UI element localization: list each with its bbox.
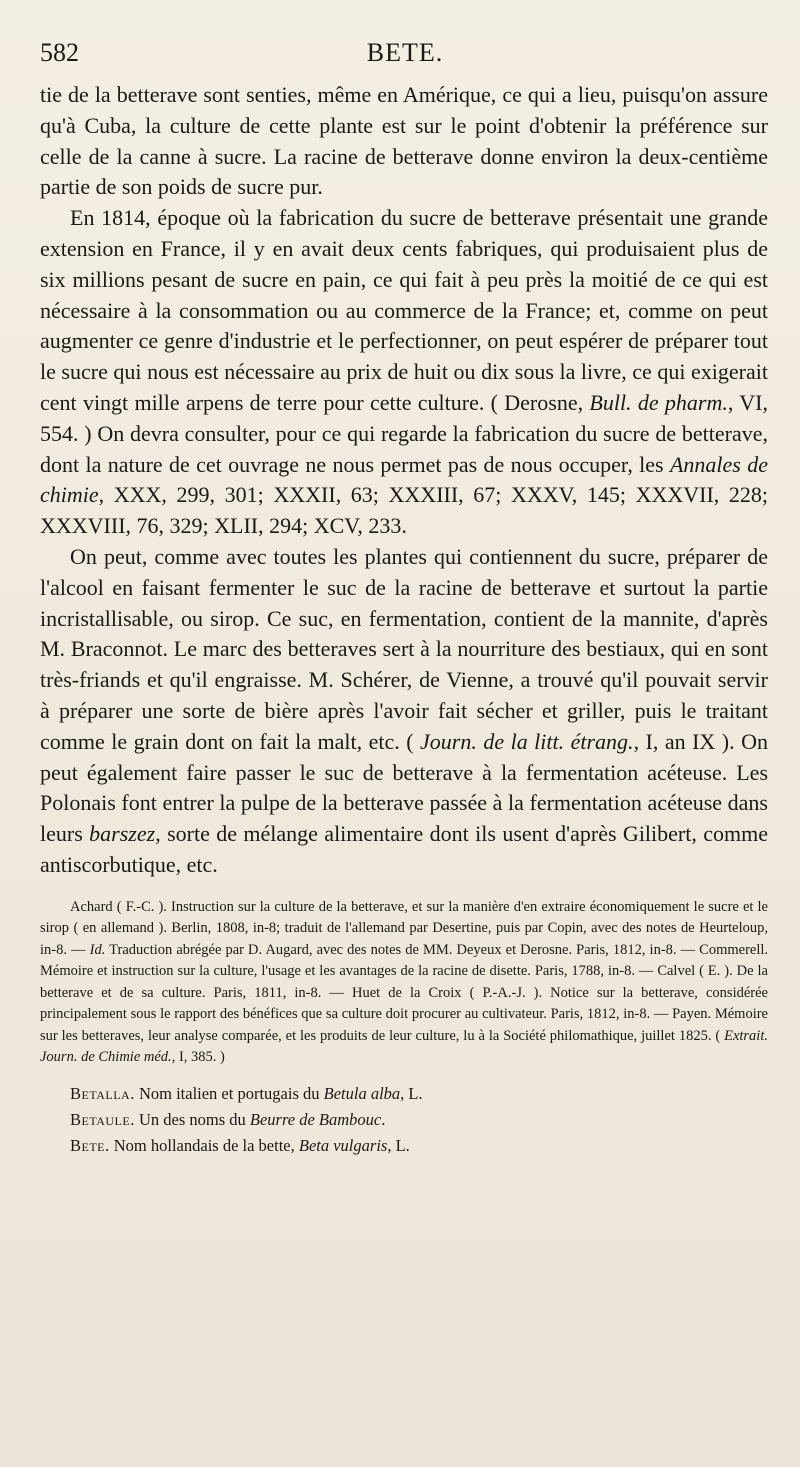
italic-term: barszez: [89, 821, 156, 847]
entry-term: Betaule.: [70, 1109, 135, 1129]
text-span: , L.: [387, 1135, 410, 1155]
text-span: , L.: [400, 1083, 423, 1103]
page-body: [40, 80, 768, 1159]
text-span: On peut, comme avec toutes les plantes qui contiennent du sucre, préparer de l'alcool en faisant fermenter le suc de la racine de betterave et surtout la partie incristallisable, ou sirop. Ce suc, en fermentation, contient de la mannite, d'après M. Braconnot. Le marc des betteraves sert à la nourriture des bestiaux, qui en sont très-friands et qu'il engraisse. M. Schérer, de Vienne, a trouvé qu'il pouvait servir à préparer une sorte de bière après l'avoir fait sécher et griller, puis le traitant comme le grain dont on fait la malt, etc. (: [40, 543, 768, 754]
text-span: En 1814, époque où la fabrication du sucre de betterave présentait une grande extension en France, il y en avait deux cents fabriques, qui produisaient plus de six millions pesant de sucre en pain, ce qui fait à peu près la moitié de ce qui est nécessaire à la consommation ou au commerce de la France; et, comme on peut augmenter ce genre d'industrie et le perfectionner, on peut espérer de préparer tout le sucre qui nous est nécessaire au prix de huit ou dix sous la livre, ce qui exigerait cent vingt mille arpens de terre pour cette culture. ( Derosne,: [40, 205, 768, 415]
glossary-entry: [40, 1081, 768, 1107]
text-span: Nom hollandais de la bette,: [109, 1135, 299, 1155]
paragraph-continuation: [40, 80, 768, 203]
citation-title: Annales de chimie: [40, 451, 768, 508]
text-span: , XXX, 299, 301; XXXII, 63; XXXIII, 67; XXXV, 145; XXXVII, 228; XXXVIII, 76, 329; XLII, 294; XCV, 233.: [40, 482, 768, 539]
species-name: Beurre de Bambouc: [249, 1109, 382, 1129]
running-title: BETE.: [366, 38, 444, 67]
entry-term: Bete.: [70, 1135, 110, 1155]
text-span: tie de la betterave sont senties, même en Amérique, ce qui a lieu, puisqu'on assure qu'à Cuba, la culture de cette plante est sur le point d'obtenir la préférence sur celle de la canne à sucre. La racine de betterave donne environ la deux-centième partie de son poids de sucre pur.: [40, 82, 768, 200]
text-span: Un des noms du: [134, 1109, 250, 1129]
text-span: , I, 385. ): [171, 1049, 225, 1066]
text-span: Achard ( F.-C. ). Instruction sur la culture de la betterave, et sur la manière d'en extraire économiquement le sucre et le sirop ( en allemand ). Berlin, 1808, in-8; traduit de l'allemand par Desertine, puis par Copin, avec des notes de Heurteloup, in-8. —: [40, 898, 768, 958]
text-span: , sorte de mélange alimentaire dont ils usent d'après Gilibert, comme antiscorbutique, etc.: [40, 821, 769, 877]
citation-title: Bull. de pharm.: [589, 389, 728, 415]
bibliography-paragraph: [40, 897, 768, 1069]
page-number: 582: [40, 38, 79, 67]
bibliography: [40, 897, 768, 1069]
citation-title: Journ. de la litt. étrang.: [420, 728, 634, 754]
species-name: Betula alba: [323, 1083, 401, 1103]
text-span: .: [381, 1109, 386, 1129]
text-span: , VI, 554. ) On devra consulter, pour ce qui regarde la fabrication du sucre de betterave, dont la nature de cet ouvrage ne nous permet pas de nous occuper, les: [40, 389, 768, 477]
glossary-entry: [40, 1133, 768, 1159]
glossary-entry: [40, 1107, 768, 1133]
text-span: Traduction abrégée par D. Augard, avec des notes de MM. Deyeux et Derosne. Paris, 1812, in-8. — Commerell. Mémoire et instruction sur la culture, l'usage et les avantages de la racine de disette. Paris, 1788, in-8. — Calvel ( E. ). De la betterave et de sa culture. Paris, 1811, in-8. — Huet de la Croix ( P.-A.-J. ). Notice sur la betterave, considérée principalement sous le rapport des bénéfices que sa culture doit procurer au cultivateur. Paris, 1812, in-8. — Payen. Mémoire sur les betteraves, leur analyse comparée, et les produits de leur culture, lu à la Société philomathique, juillet 1825. (: [40, 941, 769, 1044]
text-span: Nom italien et portugais du: [134, 1083, 324, 1103]
citation-title: Extrait. Journ. de Chimie méd.: [40, 1027, 768, 1066]
entry-term: Betalla.: [70, 1083, 135, 1103]
page-header: [40, 38, 770, 78]
paragraph-sugar-production: [40, 203, 768, 542]
text-span: , I, an IX ). On peut également faire passer le suc de betterave à la fermentation acéteuse. Les Polonais font entrer la pulpe de la betterave passée à la fermentation acéteuse dans leurs: [40, 728, 768, 847]
citation-title: Id.: [89, 941, 106, 958]
species-name: Beta vulgaris: [298, 1135, 388, 1155]
glossary-entries: [40, 1081, 768, 1159]
paragraph-fermentation: [40, 542, 768, 881]
